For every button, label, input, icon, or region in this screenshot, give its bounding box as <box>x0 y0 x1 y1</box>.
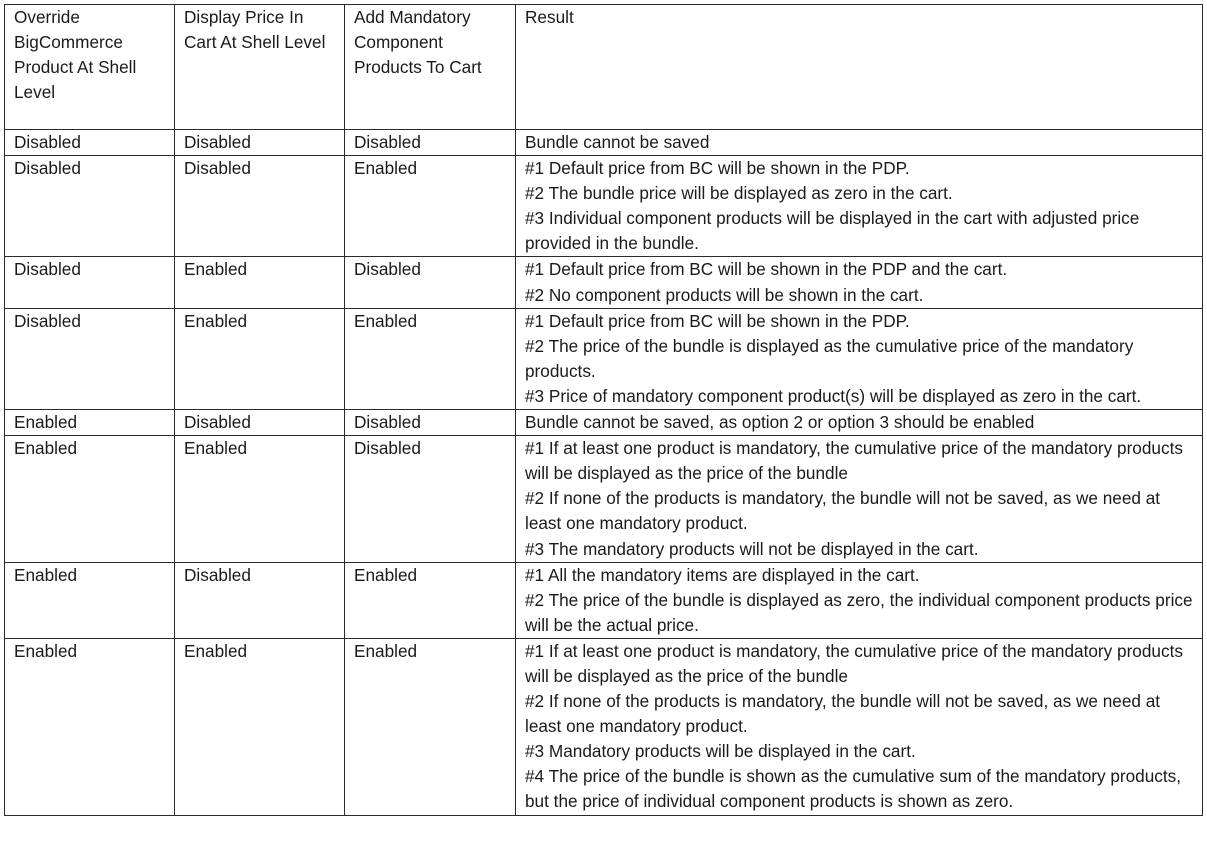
result-line: #3 Individual component products will be displayed in the cart with adjusted price provided in the bundle. <box>525 208 1140 254</box>
result-line: #2 The price of the bundle is displayed as the cumulative price of the mandatory products. <box>525 335 1134 381</box>
cell-display-price: Enabled <box>175 638 345 815</box>
result-line: #1 Default price from BC will be shown in the PDP. <box>525 158 910 179</box>
table-row <box>5 156 1203 257</box>
table-header <box>5 5 1203 130</box>
result-line: #3 Price of mandatory component product(s) will be displayed as zero in the cart. <box>525 385 1142 406</box>
cell-result <box>516 410 1203 436</box>
result-line: #4 The price of the bundle is shown as the cumulative sum of the mandatory products, but the price of individual component products is shown as zero. <box>525 766 1182 812</box>
cell-result <box>516 638 1203 815</box>
table-row <box>5 410 1203 436</box>
cell-result <box>516 436 1203 562</box>
cell-result <box>516 257 1203 308</box>
cell-add-mandatory: Enabled <box>345 156 516 257</box>
result-line: Bundle cannot be saved <box>525 132 710 152</box>
table-row <box>5 638 1203 815</box>
result-line: #3 Mandatory products will be displayed in the cart. <box>525 741 916 762</box>
cell-override: Enabled <box>5 410 175 436</box>
cell-display-price: Disabled <box>175 156 345 257</box>
cell-add-mandatory: Disabled <box>345 130 516 156</box>
cell-display-price: Enabled <box>175 436 345 562</box>
bundle-configuration-table <box>4 4 1203 816</box>
cell-add-mandatory: Enabled <box>345 638 516 815</box>
result-line: #2 The price of the bundle is displayed as zero, the individual component products price will be the actual price. <box>525 589 1193 635</box>
result-line: #3 The mandatory products will not be displayed in the cart. <box>525 538 979 559</box>
result-line: #1 All the mandatory items are displayed in the cart. <box>525 564 920 585</box>
table-row <box>5 562 1203 638</box>
cell-display-price: Disabled <box>175 562 345 638</box>
result-line: Bundle cannot be saved, as option 2 or option 3 should be enabled <box>525 412 1035 433</box>
result-line: #2 The bundle price will be displayed as zero in the cart. <box>525 183 953 204</box>
header-display-price-in-cart: Display Price In Cart At Shell Level <box>175 5 345 130</box>
cell-override: Disabled <box>5 130 175 156</box>
result-line: #1 Default price from BC will be shown in the PDP. <box>525 310 910 331</box>
cell-override: Enabled <box>5 436 175 562</box>
cell-override: Disabled <box>5 257 175 308</box>
result-line: #2 If none of the products is mandatory, the bundle will not be saved, as we need at least one mandatory product. <box>525 488 1161 534</box>
header-override-bigcommerce-product: Override BigCommerce Product At Shell Level <box>5 5 175 130</box>
cell-display-price: Enabled <box>175 257 345 308</box>
table-row <box>5 436 1203 562</box>
table-row <box>5 257 1203 308</box>
table-body <box>5 130 1203 816</box>
cell-display-price: Disabled <box>175 410 345 436</box>
cell-result <box>516 130 1203 156</box>
cell-add-mandatory: Enabled <box>345 308 516 409</box>
result-line: #1 If at least one product is mandatory, the cumulative price of the mandatory products will be displayed as the price of the bundle <box>525 640 1183 686</box>
header-add-mandatory-component-products: Add Mandatory Component Products To Cart <box>345 5 516 130</box>
header-result: Result <box>516 5 1203 130</box>
cell-result <box>516 562 1203 638</box>
cell-result <box>516 308 1203 409</box>
cell-result <box>516 156 1203 257</box>
cell-add-mandatory: Disabled <box>345 436 516 562</box>
result-line: #2 No component products will be shown in the cart. <box>525 284 924 305</box>
cell-display-price: Disabled <box>175 130 345 156</box>
result-line: #1 If at least one product is mandatory, the cumulative price of the mandatory products will be displayed as the price of the bundle <box>525 438 1183 484</box>
result-line: #1 Default price from BC will be shown in the PDP and the cart. <box>525 259 1008 280</box>
cell-override: Disabled <box>5 308 175 409</box>
header-row <box>5 5 1203 130</box>
cell-display-price: Enabled <box>175 308 345 409</box>
table-row <box>5 308 1203 409</box>
cell-add-mandatory: Disabled <box>345 257 516 308</box>
cell-add-mandatory: Enabled <box>345 562 516 638</box>
cell-override: Disabled <box>5 156 175 257</box>
cell-override: Enabled <box>5 638 175 815</box>
cell-override: Enabled <box>5 562 175 638</box>
result-line: #2 If none of the products is mandatory, the bundle will not be saved, as we need at least one mandatory product. <box>525 691 1161 737</box>
cell-add-mandatory: Disabled <box>345 410 516 436</box>
table-row <box>5 130 1203 156</box>
